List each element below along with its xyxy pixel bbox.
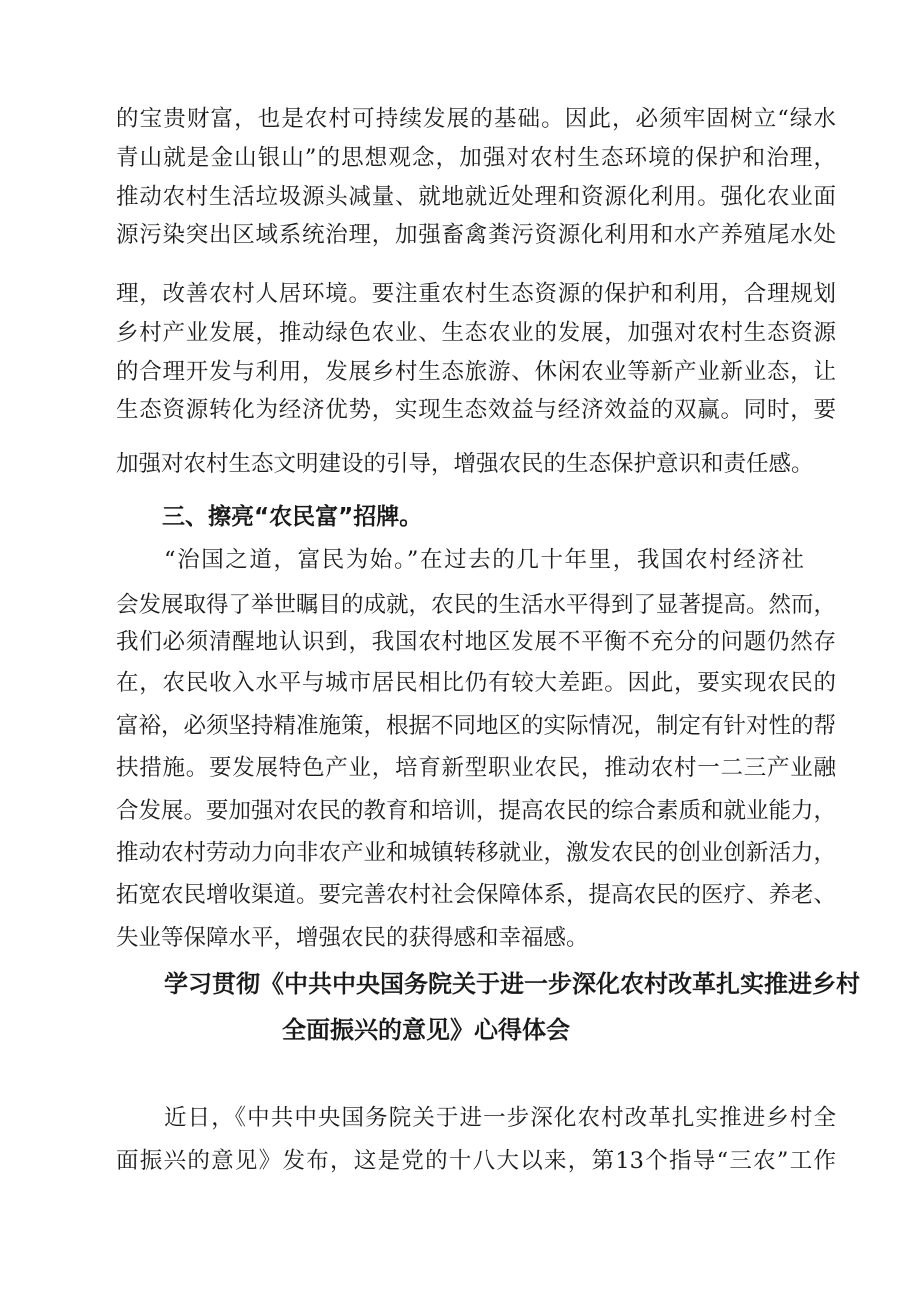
paragraph-line: 生态资源转化为经济优势，实现生态效益与经济效益的双赢。同时，要 xyxy=(116,397,836,423)
paragraph-line: 富裕，必须坚持精准施策，根据不同地区的实际情况，制定有针对性的帮 xyxy=(116,713,837,739)
paragraph-line: “治国之道，富民为始。”在过去的几十年里，我国农村经济社 xyxy=(164,547,804,573)
paragraph-line: 拓宽农民增收渠道。要完善农村社会保障体系，提高农民的医疗、养老、 xyxy=(116,882,837,908)
paragraph-line: 面振兴的意见》发布，这是党的十八大以来，第13个指导“三农”工作 xyxy=(116,1148,836,1174)
paragraph-line: 我们必须清醒地认识到，我国农村地区发展不平衡不充分的问题仍然存 xyxy=(116,629,836,655)
paragraph-line: 推动农村劳动力向非农产业和城镇转移就业，激发农民的创业创新活力， xyxy=(116,840,837,866)
paragraph-line: 会发展取得了举世瞩目的成就，农民的生活水平得到了显著提高。然而， xyxy=(116,592,837,618)
paragraph-line: 在，农民收入水平与城市居民相比仍有较大差距。因此，要实现农民的 xyxy=(116,670,836,696)
paragraph-line: 加强对农村生态文明建设的引导，增强农民的生态保护意识和责任感。 xyxy=(116,451,814,477)
paragraph-line: 乡村产业发展，推动绿色农业、生态农业的发展，加强对农村生态资源 xyxy=(116,320,836,346)
paragraph-line: 扶措施。要发展特色产业，培育新型职业农民，推动农村一二三产业融 xyxy=(116,755,836,781)
article-title-line-1: 学习贯彻《中共中央国务院关于进一步深化农村改革扎实推进乡村 xyxy=(164,970,860,998)
paragraph-line: 理，改善农村人居环境。要注重农村生态资源的保护和利用，合理规划 xyxy=(116,281,836,307)
paragraph-line: 合发展。要加强对农民的教育和培训，提高农民的综合素质和就业能力， xyxy=(116,798,837,824)
paragraph-line: 失业等保障水平，增强农民的获得感和幸福感。 xyxy=(116,925,589,951)
paragraph-line: 源污染突出区域系统治理，加强畜禽粪污资源化利用和水产养殖尾水处 xyxy=(116,222,836,248)
section-heading: 三、擦亮“农民富”招牌。 xyxy=(162,504,423,530)
paragraph-line: 近日，《中共中央国务院关于进一步深化农村改革扎实推进乡村全 xyxy=(164,1105,836,1131)
paragraph-line: 的宝贵财富，也是农村可持续发展的基础。因此，必须牢固树立“绿水 xyxy=(116,106,836,132)
paragraph-line: 青山就是金山银山”的思想观念，加强对农村生态环境的保护和治理， xyxy=(116,145,836,171)
article-title-line-2: 全面振兴的意见》心得体会 xyxy=(282,1016,570,1044)
paragraph-line: 的合理开发与利用，发展乡村生态旅游、休闲农业等新产业新业态，让 xyxy=(116,359,836,385)
paragraph-line: 推动农村生活垃圾源头减量、就地就近处理和资源化利用。强化农业面 xyxy=(116,184,836,210)
